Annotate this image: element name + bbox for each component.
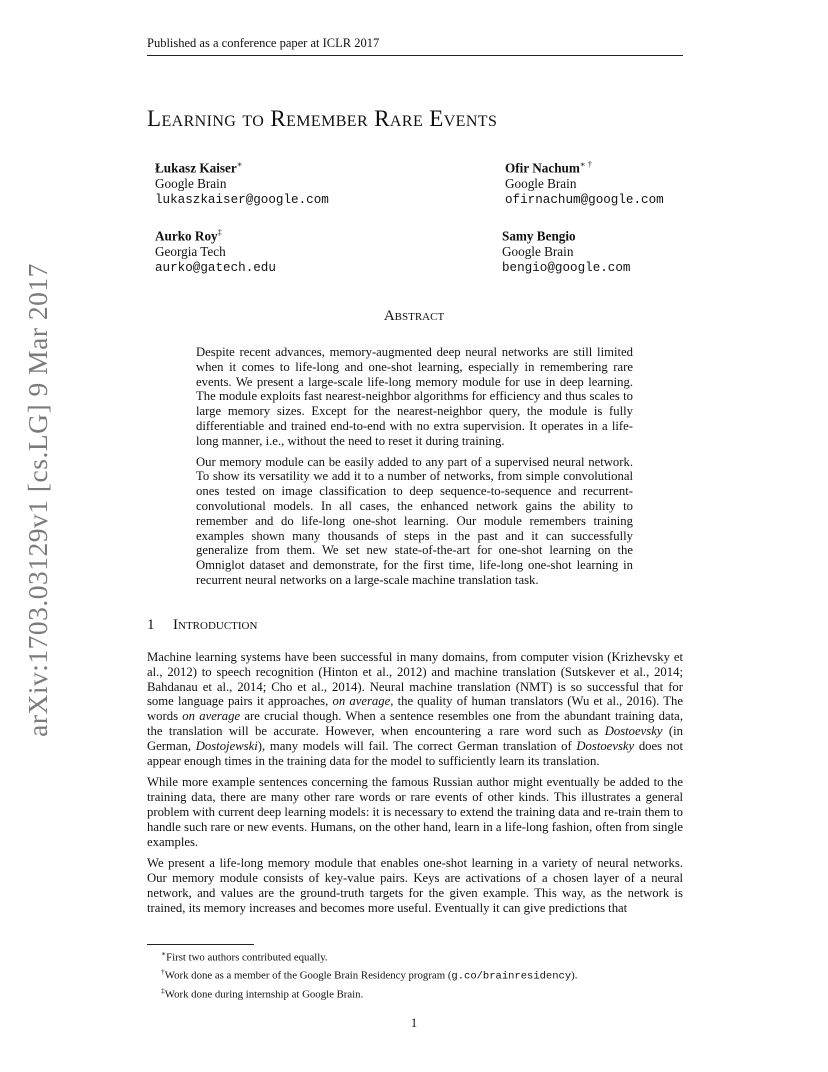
abstract-paragraph: Despite recent advances, memory-augmented deep neural networks are still limited when it comes to life-long and one-shot learning, especially in remembering rare events. We present a large-scale life-long memory module for use in deep learning. The module exploits fast nearest-neighbor algorithms for efficiency and thus scales to large memory sizes. Except for the nearest-neighbor query, the module is fully differentiable and trained end-to-end with no extra supervision. It operates in a life-long manner, i.e., without the need to reset it during training. xyxy=(196,345,633,448)
text-run: Machine learning systems have been successful in many domains, from computer vision (Krizhevsky et al., 2012) to speech recognition (Hinton et al., 2012) and machine translation (Sutskever et al., 2014; Bahdanau et al., 2014; Cho et al., 2014). Neural machine translation (NMT) is so successful that for some language pairs it approaches, xyxy=(147,650,683,709)
body-paragraph: We present a life-long memory module that enables one-shot learning in a variety of neural networks. Our memory module consists of key-value pairs. Keys are activations of a chosen layer of a neural network, and values are the ground-truth targets for the given example. This way, as the network is trained, its memory increases and becomes more useful. Eventually it can give predictions that xyxy=(147,856,683,915)
body-paragraph xyxy=(147,650,683,768)
header-rule xyxy=(147,55,683,56)
author-mark: ∗ xyxy=(236,159,243,169)
emphasis: on average xyxy=(332,694,391,709)
author-block-1 xyxy=(155,156,329,208)
footnote-mark: † xyxy=(161,967,165,977)
footnote xyxy=(161,947,681,965)
footnote-text: First two authors contributed equally. xyxy=(166,951,328,964)
author-block-2 xyxy=(505,156,664,208)
emphasis: Dostojewski xyxy=(195,738,258,753)
author-email[interactable]: aurko@gatech.edu xyxy=(155,261,276,276)
author-name: Ofir Nachum xyxy=(505,160,580,176)
abstract-body xyxy=(196,345,633,594)
emphasis: Dostoevsky xyxy=(576,738,635,753)
text-run: (in German, xyxy=(147,723,683,753)
author-mark: ∗ † xyxy=(579,159,593,169)
section-number: 1 xyxy=(147,617,155,633)
text-run: does not appear enough times in the training data for the model to sufficiently learn its translation. xyxy=(147,738,683,768)
text-run: ), many models will fail. The correct German translation of xyxy=(257,738,577,753)
arxiv-identifier-stamp: arXiv:1703.03129v1 [cs.LG] 9 Mar 2017 xyxy=(22,263,53,737)
author-name: Samy Bengio xyxy=(502,228,576,244)
author-email[interactable]: lukaszkaiser@google.com xyxy=(155,193,329,208)
author-block-3 xyxy=(155,224,276,276)
abstract-paragraph: Our memory module can be easily added to any part of a supervised neural network. To show its versatility we add it to a number of networks, from simple convolutional ones tested on image classification to deep sequence-to-sequence and recurrent-convolutional models. In all cases, the enhanced network gains the ability to remember and do life-long one-shot learning. Our module remembers training examples shown many thousands of steps in the past and it can successfully generalize from them. We set new state-of-the-art for one-shot learning on the Omniglot dataset and demonstrate, for the first time, life-long one-shot learning in recurrent neural networks on a large-scale machine translation task. xyxy=(196,454,633,587)
author-email[interactable]: ofirnachum@google.com xyxy=(505,193,664,208)
section-title: Introduction xyxy=(173,617,258,633)
author-affiliation: Google Brain xyxy=(502,244,574,260)
emphasis: on average xyxy=(182,709,241,724)
author-affiliation: Google Brain xyxy=(155,176,227,192)
footnote-text: Work done as a member of the Google Brain Residency program ( xyxy=(164,969,452,982)
page-number: 1 xyxy=(410,1016,418,1030)
introduction-body xyxy=(147,650,683,923)
author-email[interactable]: bengio@google.com xyxy=(502,261,631,276)
footnote-text: Work done during internship at Google Brain. xyxy=(164,988,364,1001)
abstract-heading-text: Abstract xyxy=(383,308,445,324)
footnote-rule xyxy=(147,944,254,945)
emphasis: Dostoevsky xyxy=(604,723,663,738)
body-paragraph: While more example sentences concerning the famous Russian author might eventually be added to the training data, there are many other rare words or rare events of other kinds. This illustrates a general problem with current deep learning models: it is necessary to extend the training data and re-train them to handle such rare or new events. Humans, on the other hand, learn in a life-long fashion, often from single examples. xyxy=(147,775,683,849)
author-block-4 xyxy=(502,224,630,276)
author-name: Łukasz Kaiser xyxy=(155,160,237,176)
author-mark: ‡ xyxy=(217,227,222,237)
text-run: , the quality of human translators (Wu et al., 2016). The words xyxy=(147,694,683,724)
paper-title-text: Learning to Remember Rare Events xyxy=(147,106,498,131)
footnote-mark: ∗ xyxy=(161,949,167,958)
author-affiliation: Georgia Tech xyxy=(155,244,226,260)
footnote-mark: ‡ xyxy=(161,986,165,996)
paper-title xyxy=(147,106,497,132)
abstract-heading xyxy=(0,308,828,325)
footnote xyxy=(161,965,681,984)
section-heading-introduction xyxy=(147,617,257,634)
footnotes xyxy=(161,947,681,1002)
text-run: are crucial though. When a sentence resembles one from the abundant training data, the translation will be accurate. However, when encountering a rare word such as xyxy=(147,709,683,738)
author-affiliation: Google Brain xyxy=(505,176,577,192)
running-header: Published as a conference paper at ICLR 2017 xyxy=(147,36,380,50)
footnote-text-after: ). xyxy=(571,969,578,982)
footnote-link[interactable]: g.co/brainresidency xyxy=(451,970,572,983)
author-name: Aurko Roy xyxy=(155,228,218,244)
footnote xyxy=(161,984,681,1002)
